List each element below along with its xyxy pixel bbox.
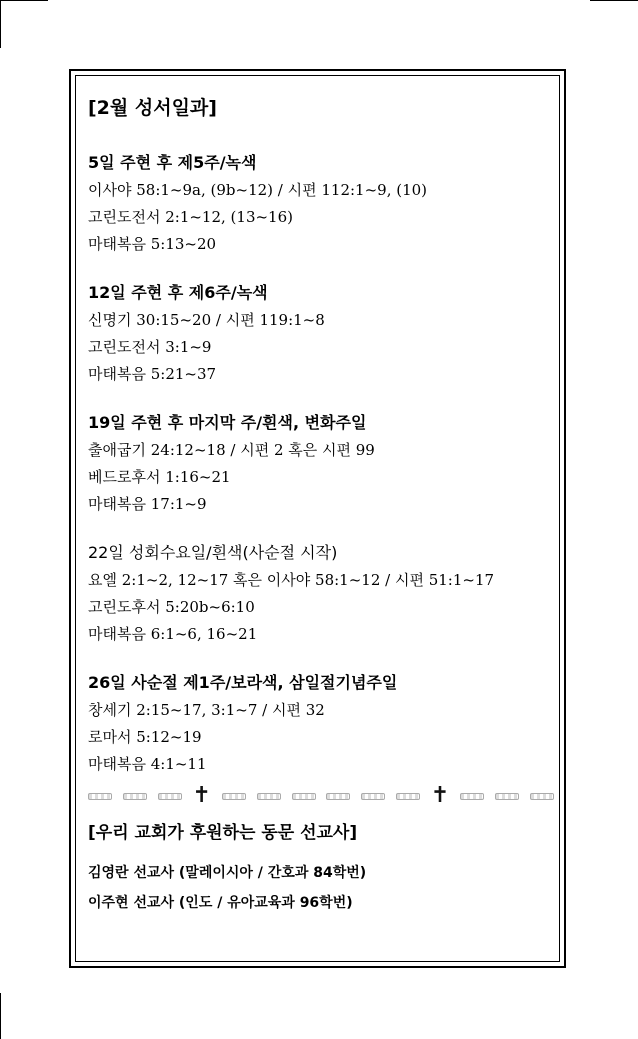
section-feb-26	[88, 670, 554, 778]
section-feb-5	[88, 150, 554, 258]
chain-link-icon	[123, 793, 147, 800]
chain-link-icon	[326, 793, 350, 800]
chain-link-icon	[158, 793, 182, 800]
crop-mark-top-right-h	[590, 0, 638, 1]
reading-line: 출애굽기 24:12~18 / 시편 2 혹은 시편 99	[88, 441, 375, 459]
crop-mark-top-left-v	[0, 0, 1, 48]
section-heading: 12일 주현 후 제6주/녹색	[88, 283, 268, 302]
section-feb-22	[88, 540, 554, 648]
reading-line: 마태복음 5:13~20	[88, 235, 217, 253]
reading-line: 마태복음 6:1~6, 16~21	[88, 625, 258, 643]
missionary-line: 이주현 선교사 (인도 / 유아교육과 96학번)	[88, 895, 353, 911]
reading-line: 요엘 2:1~2, 12~17 혹은 이사야 58:1~12 / 시편 51:1~17	[88, 571, 495, 589]
content	[88, 95, 554, 918]
chain-link-icon	[530, 793, 554, 800]
reading-line: 베드로후서 1:16~21	[88, 468, 231, 486]
chain-link-icon	[257, 793, 281, 800]
reading-line: 고린도전서 2:1~12, (13~16)	[88, 208, 293, 226]
reading-line: 마태복음 5:21~37	[88, 365, 217, 383]
reading-line: 고린도후서 5:20b~6:10	[88, 598, 255, 616]
chain-link-icon	[361, 793, 385, 800]
reading-line: 로마서 5:12~19	[88, 728, 202, 746]
reading-line: 창세기 2:15~17, 3:1~7 / 시편 32	[88, 701, 325, 719]
cross-icon: ✝	[192, 783, 211, 808]
chain-link-icon	[396, 793, 420, 800]
section-heading: 5일 주현 후 제5주/녹색	[88, 153, 257, 172]
reading-line: 마태복음 17:1~9	[88, 495, 207, 513]
page-title: [2월 성서일과]	[88, 97, 217, 119]
crop-mark-bottom-left-v	[0, 993, 1, 1039]
section-heading: 19일 주현 후 마지막 주/흰색, 변화주일	[88, 413, 367, 432]
section-heading: 26일 사순절 제1주/보라색, 삼일절기념주일	[88, 673, 398, 692]
section-feb-12	[88, 280, 554, 388]
reading-line: 이사야 58:1~9a, (9b~12) / 시편 112:1~9, (10)	[88, 181, 428, 199]
chain-link-icon	[495, 793, 519, 800]
cross-chain-icon	[88, 783, 554, 808]
cross-icon: ✝	[430, 783, 450, 808]
missionary-heading: [우리 교회가 후원하는 동문 선교사]	[88, 823, 358, 843]
crop-mark-top-left-h	[0, 0, 48, 1]
reading-line: 고린도전서 3:1~9	[88, 338, 212, 356]
page-frame	[69, 69, 566, 968]
reading-line: 신명기 30:15~20 / 시편 119:1~8	[88, 311, 325, 329]
chain-link-icon	[460, 793, 484, 800]
chain-link-icon	[222, 793, 246, 800]
chain-link-icon	[292, 793, 316, 800]
missionary-line: 김영란 선교사 (말레이시아 / 간호과 84학번)	[88, 865, 367, 881]
reading-line: 마태복음 4:1~11	[88, 755, 207, 773]
section-feb-19	[88, 410, 554, 518]
section-heading: 22일 성회수요일/흰색(사순절 시작)	[88, 543, 338, 562]
chain-link-icon	[88, 793, 112, 800]
